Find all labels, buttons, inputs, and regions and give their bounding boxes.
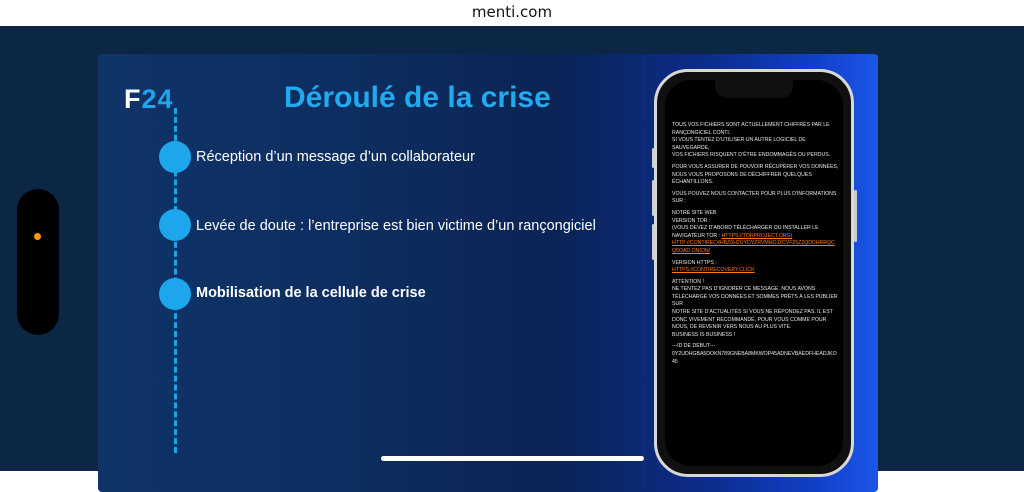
ransom-paragraph-5 [672, 279, 840, 340]
logo-number: 24 [141, 84, 174, 114]
browser-top-bar [0, 0, 1024, 26]
phone-power-button [854, 190, 857, 242]
onion-link-continued[interactable]: Q5OAD.ONION/ [672, 247, 711, 254]
ransom-line: SI VOUS TENTEZ D’UTILISER UN AUTRE LOGICIEL DE SAUVEGARDE, [672, 137, 806, 151]
timeline-step-1: Réception d’un message d’un collaborateur [196, 149, 475, 165]
timeline-node-icon [159, 278, 191, 310]
ransom-id-label: ---ID DE DÉBUT--- [672, 343, 715, 350]
ransom-line: VOUS POUVEZ NOUS CONTACTER POUR PLUS D’INFORMATIONS [672, 190, 837, 197]
ransom-line: VERSION HTTPS : [672, 259, 717, 266]
ransom-line: NOTRE SITE D’ACTUALITÉS SI VOUS NE RÉPONDEZ PAS. IL EST [672, 309, 833, 316]
ransom-line: ATTENTION ! [672, 278, 704, 285]
ransom-id-block [672, 343, 840, 366]
phone-mockup [654, 69, 854, 477]
ransom-line: BUSINESS IS BUSINESS ! [672, 331, 736, 338]
ransom-note [672, 122, 840, 370]
ransom-line: (VOUS DEVEZ D’ABORD TÉLÉCHARGER OU INSTALLER LE [672, 225, 819, 232]
ransom-line: NE TENTEZ PAS D’IGNORER CE MESSAGE. NOUS AVONS [672, 286, 816, 293]
ransom-line [672, 233, 840, 241]
recording-indicator-icon [34, 233, 41, 240]
phone-volume-up-button [652, 180, 655, 216]
ransom-line: TOUS VOS FICHIERS SONT ACTUELLEMENT CHIFFRÉS PAR LE [672, 122, 830, 128]
phone-volume-down-button [652, 224, 655, 260]
onion-link[interactable]: HTTP://CONTIREC4HBZ6H2UYDYZRVMHOJ2CVF25Z2QDDHRRQC [672, 240, 835, 247]
video-frame [0, 26, 1024, 471]
timeline-node-icon [159, 141, 191, 173]
ransom-line: DONC VIVEMENT RECOMMANDÉ, POUR VOUS COMME POUR [672, 316, 827, 323]
phone-screen [665, 80, 843, 466]
home-indicator[interactable] [381, 456, 644, 461]
ransom-paragraph-2 [672, 164, 840, 187]
ransom-line: RANÇONGICIEL CONTI. [672, 129, 731, 136]
timeline-node-icon [159, 209, 191, 241]
phone-notch [715, 80, 793, 98]
ransom-line: VERSION TOR : [672, 217, 711, 224]
phone-mute-button [652, 148, 655, 168]
ransom-paragraph-https [672, 260, 840, 275]
ransom-line: POUR VOUS ASSURER DE POUVOIR RÉCUPÉRER VOS DONNÉES, [672, 163, 839, 170]
presentation-slide [98, 54, 878, 492]
ransom-line: VOS FICHIERS RISQUENT D’ÊTRE ENDOMMAGÉS OU PERDUS. [672, 152, 831, 159]
ransom-line: NOUS, DE REVENIR VERS NOUS AU PLUS VITE. [672, 324, 792, 331]
https-recovery-link[interactable]: HTTPS://CONTIRECOVERY.CLICK [672, 267, 755, 274]
ransom-id-value: 0Y2UDHGBA5DOKN789GNEBA8MKWOP45ADNEVBAEDFHEADJKO [672, 351, 837, 358]
logo-letter: F [124, 84, 142, 114]
slide-title: Déroulé de la crise [284, 81, 551, 114]
ransom-line: TÉLÉCHARGÉ VOS DONNÉES ET SOMMES PRÊTS À LES PUBLIER SUR [672, 293, 838, 308]
ransom-paragraph-4 [672, 210, 840, 256]
timeline-step-2: Levée de doute : l’entreprise est bien victime d’un rançongiciel [196, 218, 596, 234]
side-panel[interactable] [17, 189, 59, 335]
timeline-step-3: Mobilisation de la cellule de crise [196, 285, 426, 301]
ransom-line: NOTRE SITE WEB [672, 209, 717, 216]
ransom-paragraph-3 [672, 191, 840, 206]
f24-logo [124, 84, 174, 115]
ransom-line: ÉCHANTILLONS. [672, 179, 714, 186]
ransom-text: NAVIGATEUR TOR : [672, 232, 722, 239]
ransom-line: NOUS VOUS PROPOSONS DE DÉCHIFFRER QUELQUES [672, 171, 812, 178]
tor-project-link[interactable]: HTTPS://TORPROJECT.ORG) [721, 232, 793, 239]
ransom-id-value-continued: 45 [672, 358, 678, 365]
ransom-line: SUR : [672, 198, 686, 205]
ransom-paragraph-1 [672, 122, 840, 160]
url-label[interactable]: menti.com [471, 3, 553, 21]
